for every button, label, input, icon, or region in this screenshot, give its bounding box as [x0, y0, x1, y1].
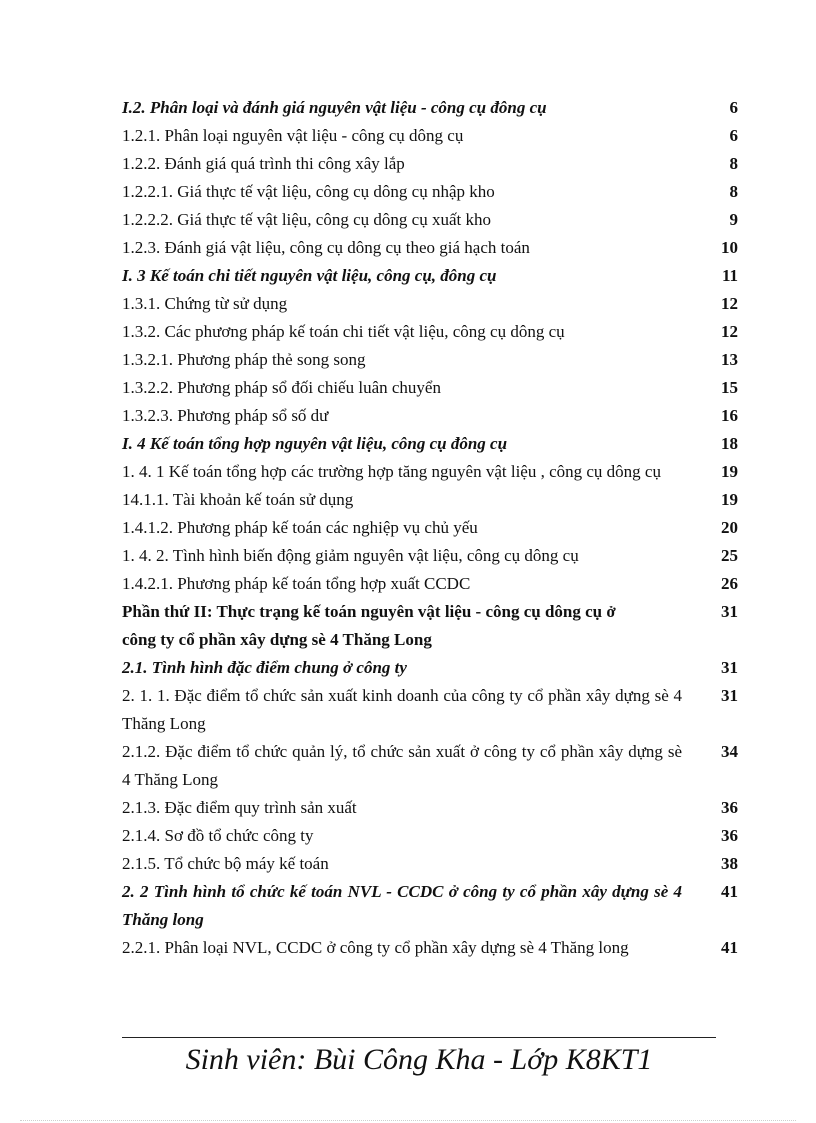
toc-entry-page: 31 [721, 658, 738, 677]
toc-entry [122, 794, 742, 822]
toc-entry [122, 682, 742, 738]
toc-entry [122, 850, 742, 878]
toc-part-heading-line2: công ty cổ phần xây dựng sè 4 Thăng Long [122, 630, 432, 649]
toc-entry [122, 934, 742, 962]
toc-entry-page: 26 [721, 574, 738, 593]
toc-entry-text: 2.1. Tình hình đặc điểm chung ở công ty [122, 658, 407, 677]
toc-entry-text: 1.2.2.2. Giá thực tế vật liệu, công cụ dông cụ xuất kho [122, 210, 491, 229]
toc-part-heading-text [122, 598, 682, 654]
toc-entry-text: 1.2.3. Đánh giá vật liệu, công cụ dông cụ theo giá hạch toán [122, 238, 530, 257]
toc-entry-page: 36 [721, 826, 738, 845]
toc-entry [122, 738, 742, 794]
toc-entry-page: 12 [721, 294, 738, 313]
toc-entry-text: 1.3.2.1. Phương pháp thẻ song song [122, 350, 366, 369]
toc-entry-text: 1.4.1.2. Phương pháp kế toán các nghiệp vụ chủ yếu [122, 518, 478, 537]
toc-entry-page: 41 [721, 882, 738, 901]
toc-entry-page: 6 [729, 98, 738, 117]
toc-entry [122, 206, 742, 234]
toc-entry-text: 2.1.4. Sơ đồ tổ chức công ty [122, 826, 314, 845]
toc-entry [122, 318, 742, 346]
toc-entry [122, 458, 742, 486]
toc-entry [122, 94, 742, 122]
toc-entry-page: 31 [721, 686, 738, 705]
toc-entry-page: 12 [721, 322, 738, 341]
toc-entry [122, 430, 742, 458]
toc-entry-text: 1.3.1. Chứng từ sử dụng [122, 294, 288, 313]
toc-entry-text: 1. 4. 1 Kế toán tổng hợp các trường hợp tăng nguyên vật liệu , công cụ dông cụ [122, 462, 661, 481]
toc-entry [122, 346, 742, 374]
toc-entry-page: 8 [729, 154, 738, 173]
toc-entry-text: 1.3.2.3. Phương pháp sổ số dư [122, 406, 329, 425]
toc-entry-page: 41 [721, 938, 738, 957]
toc-entry [122, 234, 742, 262]
toc-entry-page: 36 [721, 798, 738, 817]
toc-entry-text: 14.1.1. Tài khoản kế toán sử dụng [122, 490, 354, 509]
toc-entry-text: I.2. Phân loại và đánh giá nguyên vật liệu - công cụ đông cụ [122, 98, 547, 117]
toc-entry-text: 1.2.2. Đánh giá quá trình thi công xây lắp [122, 154, 405, 173]
toc-entry-text: I. 4 Kế toán tổng hợp nguyên vật liệu, công cụ đông cụ [122, 434, 508, 453]
toc-entry-page: 16 [721, 406, 738, 425]
toc-entry [122, 542, 742, 570]
toc-entry [122, 262, 742, 290]
toc-entry-text: 1.3.2.2. Phương pháp sổ đối chiếu luân chuyển [122, 378, 441, 397]
toc-entry-text: 1.2.1. Phân loại nguyên vật liệu - công cụ dông cụ [122, 126, 464, 145]
table-of-contents [122, 94, 742, 962]
toc-entry-text: 2.1.5. Tổ chức bộ máy kế toán [122, 854, 329, 873]
toc-entry-page: 34 [721, 742, 738, 761]
toc-entry-page: 20 [721, 518, 738, 537]
toc-entry-text: 2. 2 Tình hình tổ chức kế toán NVL - CCDC ở công ty cổ phần xây dựng sè 4 Thăng long [122, 882, 682, 929]
toc-entry-page: 19 [721, 462, 738, 481]
toc-entry-text: 1.3.2. Các phương pháp kế toán chi tiết vật liệu, công cụ dông cụ [122, 322, 565, 341]
toc-entry [122, 178, 742, 206]
toc-entry-text: 2.1.2. Đặc điểm tổ chức quản lý, tổ chức sản xuất ở công ty cổ phần xây dựng sè 4 Thăng Long [122, 742, 682, 789]
toc-entry [122, 402, 742, 430]
toc-entry [122, 374, 742, 402]
toc-entry [122, 514, 742, 542]
toc-entry-page: 25 [721, 546, 738, 565]
toc-entry-page: 10 [721, 238, 738, 257]
toc-part-heading [122, 598, 742, 654]
toc-entry-page: 19 [721, 490, 738, 509]
toc-entry-page: 9 [729, 210, 738, 229]
toc-entry-page: 6 [729, 126, 738, 145]
toc-entry [122, 150, 742, 178]
toc-entry-page: 8 [729, 182, 738, 201]
toc-entry [122, 122, 742, 150]
toc-entry-text: 1.4.2.1. Phương pháp kế toán tổng hợp xuất CCDC [122, 574, 471, 593]
toc-entry [122, 486, 742, 514]
toc-entry [122, 290, 742, 318]
footer-divider [122, 1037, 716, 1038]
toc-entry-text: 1.2.2.1. Giá thực tế vật liệu, công cụ dông cụ nhập kho [122, 182, 495, 201]
toc-entry-text: 2.1.3. Đặc điểm quy trình sản xuất [122, 798, 357, 817]
toc-entry [122, 878, 742, 934]
toc-part-heading-line1: Phần thứ II: Thực trạng kế toán nguyên vật liệu - công cụ dông cụ ở [122, 602, 616, 621]
toc-entry-page: 15 [721, 378, 738, 397]
toc-entry-page: 13 [721, 350, 738, 369]
toc-part-heading-page: 31 [721, 602, 738, 621]
toc-entry-page: 18 [721, 434, 738, 453]
page-edge-divider [20, 1120, 796, 1121]
toc-entry-text: 1. 4. 2. Tình hình biến động giảm nguyên vật liệu, công cụ dông cụ [122, 546, 579, 565]
footer-author: Sinh viên: Bùi Công Kha - Lớp K8KT1 [185, 1043, 653, 1076]
toc-entry-text: 2.2.1. Phân loại NVL, CCDC ở công ty cổ phần xây dựng sè 4 Thăng long [122, 938, 629, 957]
toc-entry-page: 11 [721, 266, 738, 285]
toc-entry [122, 822, 742, 850]
toc-entry-text: I. 3 Kế toán chi tiết nguyên vật liệu, công cụ, đông cụ [122, 266, 497, 285]
toc-entry [122, 570, 742, 598]
toc-entry-text: 2. 1. 1. Đặc điểm tổ chức sản xuất kinh doanh của công ty cổ phần xây dựng sè 4 Thăng Long [122, 686, 682, 733]
toc-entry [122, 654, 742, 682]
toc-entry-page: 38 [721, 854, 738, 873]
